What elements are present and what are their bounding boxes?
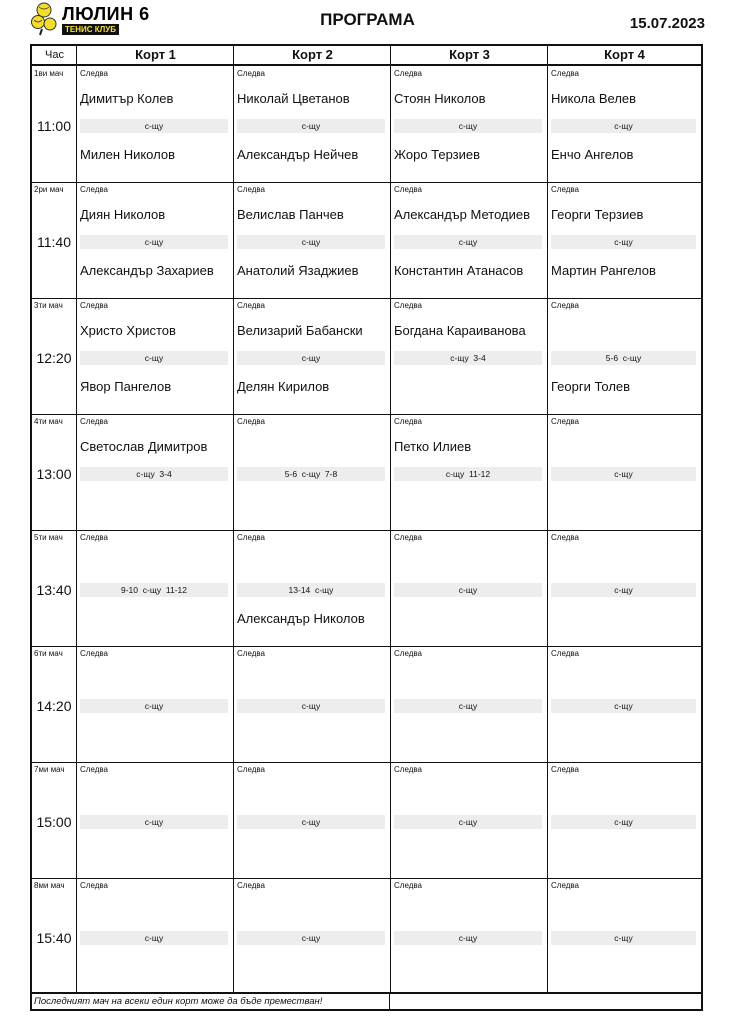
versus-bar: 9-10 с-щу 11-12 [80,583,228,597]
next-label: Следва [237,765,265,774]
next-label: Следва [394,533,422,542]
next-label: Следва [551,765,579,774]
versus-bar: с-щу [80,119,228,133]
court-4-slot [548,182,701,298]
schedule-row [32,414,701,530]
court-3-slot [391,878,547,994]
court-1-header: Корт 1 [77,46,234,66]
player-2: Георги Толев [551,379,631,394]
versus-bar: с-щу [394,119,542,133]
court-2-slot [234,646,390,762]
player-1: Петко Илиев [394,439,472,454]
court-4-slot [548,414,701,530]
player-2: Александър Нейчев [237,147,359,162]
court-4-slot [548,298,701,414]
player-2: Милен Николов [80,147,175,162]
court-2-slot [234,182,390,298]
column-divider [76,46,77,992]
next-label: Следва [394,185,422,194]
next-label: Следва [551,649,579,658]
versus-bar: 5-6 с-щу 7-8 [237,467,385,481]
player-1: Николай Цветанов [237,91,350,106]
versus-bar: с-щу [551,119,696,133]
schedule-row [32,182,701,298]
next-label: Следва [551,301,579,310]
court-1-slot [77,298,233,414]
next-label: Следва [551,533,579,542]
match-time: 15:00 [36,814,72,830]
schedule-row [32,878,701,994]
court-1-slot [77,530,233,646]
next-label: Следва [394,417,422,426]
court-2-slot [234,66,390,182]
schedule-row [32,762,701,878]
versus-bar: с-щу [551,235,696,249]
versus-bar: с-щу [237,815,385,829]
court-3-slot [391,646,547,762]
club-subtitle: ТЕНИС КЛУБ [62,24,119,35]
next-label: Следва [80,881,108,890]
versus-bar: с-щу [237,351,385,365]
schedule-table [30,44,703,1011]
match-time: 15:40 [36,930,72,946]
next-label: Следва [394,69,422,78]
court-1-slot [77,646,233,762]
match-number: 7ми мач [34,765,65,774]
court-4-header: Корт 4 [548,46,701,66]
footer-divider [389,994,390,1009]
match-number: 4ти мач [34,417,63,426]
schedule-row [32,646,701,762]
court-1-slot [77,878,233,994]
court-2-slot [234,878,390,994]
player-2: Константин Атанасов [394,263,524,278]
versus-bar: с-щу [394,815,542,829]
next-label: Следва [80,69,108,78]
court-3-slot [391,762,547,878]
match-time: 13:00 [36,466,72,482]
court-2-slot [234,298,390,414]
versus-bar: с-щу [551,931,696,945]
court-3-slot [391,530,547,646]
player-1: Никола Велев [551,91,637,106]
match-number: 6ти мач [34,649,63,658]
next-label: Следва [551,881,579,890]
court-2-slot [234,530,390,646]
next-label: Следва [394,881,422,890]
versus-bar: с-щу [80,815,228,829]
versus-bar: с-щу [551,583,696,597]
next-label: Следва [80,533,108,542]
next-label: Следва [80,765,108,774]
court-3-slot [391,298,547,414]
player-2: Мартин Рангелов [551,263,656,278]
versus-bar: 5-6 с-щу [551,351,696,365]
time-column-header: Час [32,46,77,66]
next-label: Следва [551,417,579,426]
next-label: Следва [80,649,108,658]
next-label: Следва [80,301,108,310]
next-label: Следва [80,417,108,426]
schedule-row [32,298,701,414]
schedule-row [32,530,701,646]
versus-bar: с-щу [394,931,542,945]
court-4-slot [548,66,701,182]
versus-bar: с-щу [237,699,385,713]
match-number: 5ти мач [34,533,63,542]
court-4-slot [548,646,701,762]
player-1: Велизарий Бабански [237,323,363,338]
court-3-header: Корт 3 [391,46,548,66]
match-time: 12:20 [36,350,72,366]
player-1: Александър Методиев [394,207,531,222]
match-time: 11:40 [37,234,71,250]
court-1-slot [77,762,233,878]
court-2-slot [234,762,390,878]
match-number: 8ми мач [34,881,65,890]
player-1: Христо Христов [80,323,176,338]
player-2: Александър Захариев [80,263,214,278]
versus-bar: с-щу [80,931,228,945]
next-label: Следва [237,301,265,310]
player-1: Стоян Николов [394,91,486,106]
versus-bar: с-щу [237,931,385,945]
player-2: Енчо Ангелов [551,147,634,162]
match-time: 11:00 [37,118,71,134]
next-label: Следва [237,533,265,542]
page-title: ПРОГРАМА [320,10,415,29]
court-4-slot [548,530,701,646]
footer-note: Последният мач на всеки един корт може да бъде преместван! [34,996,323,1007]
match-time: 14:20 [36,698,72,714]
player-1: Диян Николов [80,207,166,222]
next-label: Следва [394,301,422,310]
versus-bar: с-щу [551,467,696,481]
player-1: Богдана Караиванова [394,323,526,338]
court-1-slot [77,66,233,182]
court-4-slot [548,878,701,994]
versus-bar: с-щу [237,119,385,133]
court-2-header: Корт 2 [234,46,391,66]
schedule-date: 15.07.2023 [629,15,705,32]
club-name: ЛЮЛИН 6 [62,4,150,24]
schedule-row [32,66,701,182]
match-time: 13:40 [36,582,72,598]
match-number: 3ти мач [34,301,63,310]
versus-bar: с-щу [551,699,696,713]
next-label: Следва [394,765,422,774]
versus-bar: с-щу [394,235,542,249]
next-label: Следва [551,69,579,78]
player-1: Георги Терзиев [551,207,644,222]
versus-bar: с-щу 11-12 [394,467,542,481]
versus-bar: 13-14 с-щу [237,583,385,597]
court-1-slot [77,182,233,298]
column-divider [547,46,548,992]
versus-bar: с-щу 3-4 [394,351,542,365]
versus-bar: с-щу [80,351,228,365]
versus-bar: с-щу [394,583,542,597]
player-2: Делян Кирилов [237,379,330,394]
next-label: Следва [394,649,422,658]
player-2: Жоро Терзиев [394,147,481,162]
court-1-slot [77,414,233,530]
versus-bar: с-щу [80,699,228,713]
player-1: Светослав Димитров [80,439,208,454]
match-number: 1ви мач [34,69,64,78]
match-number: 2ри мач [34,185,64,194]
column-divider [233,46,234,992]
court-3-slot [391,66,547,182]
player-2: Анатолий Язаджиев [237,263,359,278]
court-4-slot [548,762,701,878]
player-2: Александър Николов [237,611,365,626]
versus-bar: с-щу [237,235,385,249]
court-3-slot [391,414,547,530]
next-label: Следва [551,185,579,194]
column-divider [390,46,391,992]
next-label: Следва [237,69,265,78]
versus-bar: с-щу [80,235,228,249]
next-label: Следва [237,417,265,426]
next-label: Следва [237,649,265,658]
next-label: Следва [237,185,265,194]
page-header [0,0,735,40]
court-2-slot [234,414,390,530]
next-label: Следва [80,185,108,194]
versus-bar: с-щу [394,699,542,713]
versus-bar: с-щу 3-4 [80,467,228,481]
player-1: Димитър Колев [80,91,174,106]
court-3-slot [391,182,547,298]
versus-bar: с-щу [551,815,696,829]
player-1: Велислав Панчев [237,207,344,222]
footer-bar [32,992,701,1009]
player-2: Явор Пангелов [80,379,172,394]
next-label: Следва [237,881,265,890]
